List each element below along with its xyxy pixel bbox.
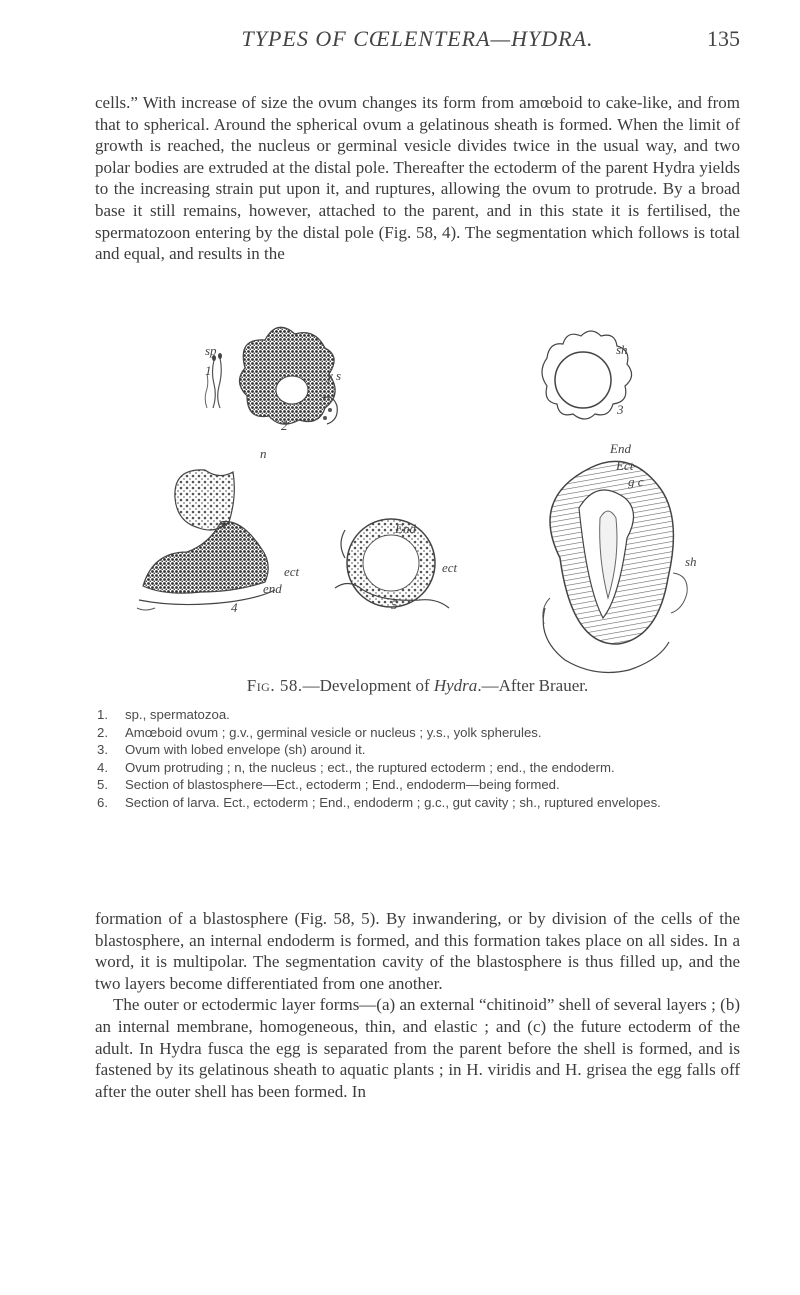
figure-58	[95, 318, 740, 676]
label-ect: Ect	[616, 458, 634, 473]
blastosphere-drawing	[335, 519, 449, 608]
label-end-mid: End	[395, 521, 416, 536]
label-ect-mid: ect	[442, 560, 458, 575]
label-end-left: end	[263, 581, 282, 596]
label-sh2: sh	[685, 554, 697, 569]
caption-genus: Hydra	[433, 676, 478, 695]
label-num2: 2	[281, 418, 288, 433]
page-number: 135	[707, 26, 740, 51]
figure-illustration	[95, 318, 740, 676]
larva-section-drawing	[543, 461, 687, 672]
paragraph: cells.” With increase of size the ovum changes its form from amœboid to cake-like, and from that to spherical. Around the spherical ovum a gelatinous sheath is formed. When the limit of growth is reached, the nucleus or germinal vesicle divides twice in the usual way, and two polar bodies are extruded at the distal pole. Thereafter the ectoderm of the parent Hydra yields to the increasing strain put upon it, and ruptures, allowing the ovum to protrude. By a broad base it still remains, however, attached to the parent, and in this state it is fertilised, the spermatozoon entering by the distal pole (Fig. 58, 4). The segmentation which follows is total and equal, and results in the	[95, 93, 740, 264]
spermatozoa-drawing	[205, 353, 222, 408]
label-num4: 4	[231, 600, 238, 615]
label-num5: 5	[391, 597, 398, 612]
label-gc: g c	[628, 474, 644, 489]
running-title: TYPES OF CŒLENTERA—HYDRA.	[241, 26, 594, 51]
label-sp: sp	[205, 343, 217, 358]
label-end-top: End	[610, 441, 631, 456]
protruding-ovum-drawing	[137, 470, 275, 610]
legend-item: 5. Section of blastosphere—Ect., ectoderm ; End., endoderm—being formed.	[97, 777, 560, 793]
caption-text: —Development of	[302, 676, 434, 695]
amoeboid-ovum-drawing	[239, 327, 337, 424]
body-text-top	[95, 92, 740, 265]
label-num3: 3	[617, 402, 624, 417]
figure-legend	[97, 706, 737, 812]
legend-item: 1. sp., spermatozoa.	[97, 707, 230, 722]
label-ys: y s	[327, 368, 342, 383]
legend-item: 6. Section of larva. Ect., ectoderm ; End., endoderm ; g.c., gut cavity ; sh., ruptured envelopes.	[97, 794, 661, 810]
body-text-bottom	[95, 908, 740, 1102]
legend-item: 2. Amœboid ovum ; g.v., germinal vesicle or nucleus ; y.s., yolk spherules.	[97, 724, 542, 740]
legend-item: 4. Ovum protruding ; n, the nucleus ; ect., the ruptured ectoderm ; end., the endoderm.	[97, 759, 615, 775]
label-ect-left: ect	[284, 564, 300, 579]
label-sh: sh	[616, 342, 628, 357]
caption-credit: .—After Brauer.	[477, 676, 589, 695]
paragraph: formation of a blastosphere (Fig. 58, 5). By inwandering, or by division of the cells of the blastosphere, an internal endoderm is formed, and this formation takes place on all sides. In a word, it is multipolar. The segmentation cavity of the blastosphere is thus filled up, and the two layers become differentiated from one another.	[95, 909, 740, 993]
running-header	[95, 26, 740, 62]
paragraph: The outer or ectodermic layer forms—(a) an external “chitinoid” shell of several layers ; (b) an internal membrane, homogeneous, thin, and elastic ; and (c) the future ectoderm of the adult. In Hydra fusca the egg is separated from the parent before the shell is formed, and is fastened by its gelatinous sheath to aquatic plants ; in H. viridis and H. grisea the egg falls off after the outer shell has been formed. In	[95, 995, 740, 1101]
figure-number: Fig. 58.	[246, 676, 303, 695]
label-num1: 1	[205, 363, 212, 378]
legend-item: 3. Ovum with lobed envelope (sh) around it.	[97, 742, 366, 758]
figure-caption	[95, 676, 740, 696]
label-n: n	[260, 446, 267, 461]
